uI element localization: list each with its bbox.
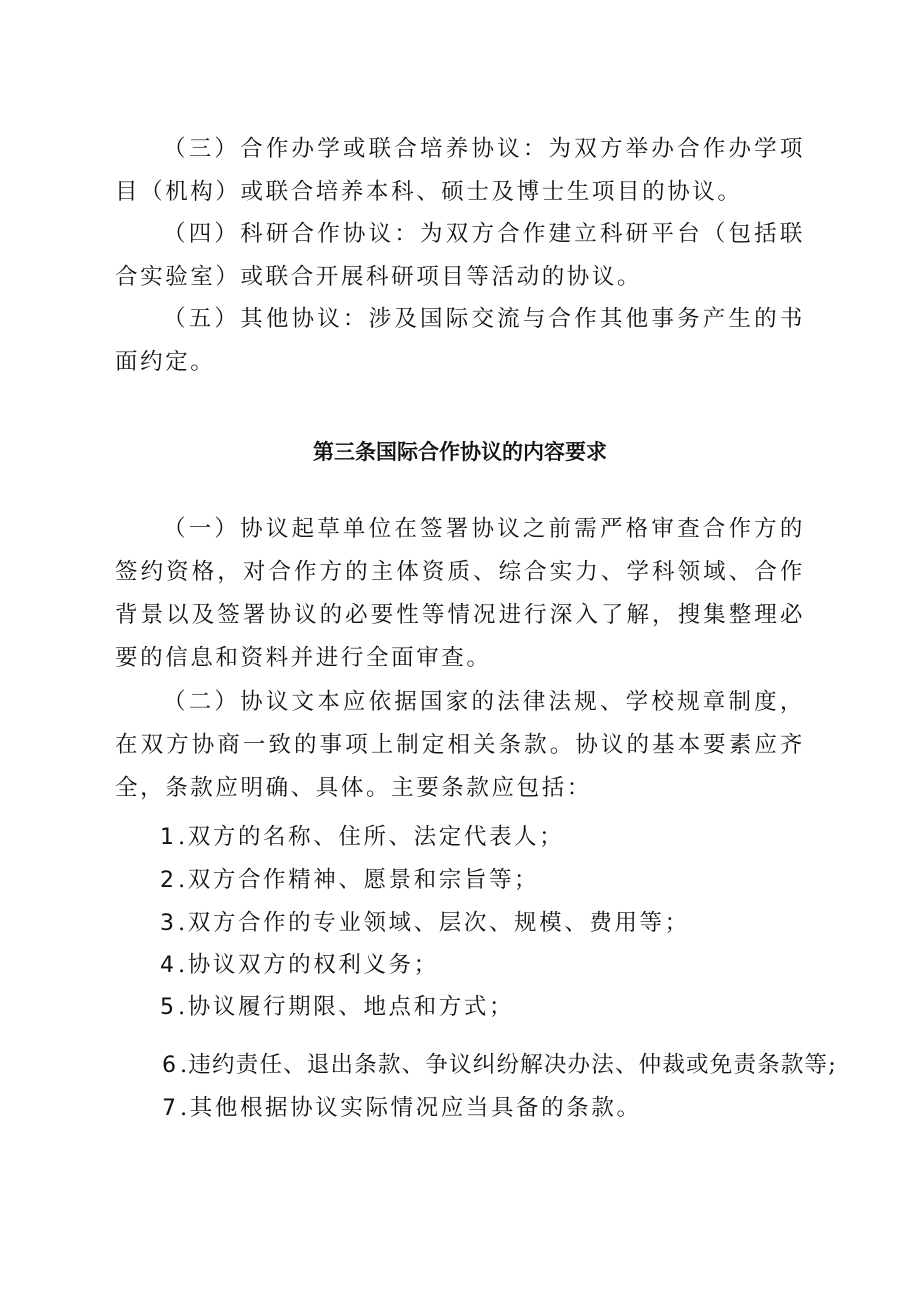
list-item [162,1050,837,1081]
list-item-text: .违约责任、退出条款、争议纠纷解决办法、仲裁或免责条款等; [180,1052,838,1078]
list-item-number: 1 [160,825,174,850]
list-item [160,950,439,981]
paragraph-other-agreements: （五）其他协议：涉及国际交流与合作其他事务产生的书面约定。 [115,306,805,375]
list-item [160,992,514,1023]
list-item-number: 6 [162,1053,176,1078]
paragraph-cooperative-education: （三）合作办学或联合培养协议：为双方举办合作办学项目（机构）或联合培养本科、硕士及博士生项目的协议。 [115,136,805,205]
list-item [160,865,539,896]
list-item [160,908,690,939]
paragraph-drafting-review: （一）协议起草单位在签署协议之前需严格审查合作方的签约资格，对合作方的主体资质、综合实力、学科领域、合作背景以及签署协议的必要性等情况进行深入了解，搜集整理必要的信息和资料并进行全面审查。 [115,516,805,671]
list-item [162,1093,642,1124]
list-item-text: .双方合作的专业领域、层次、规模、费用等； [178,910,690,936]
list-item-number: 4 [160,953,174,978]
list-item-text: .协议履行期限、地点和方式； [178,994,515,1020]
list-item [160,822,564,853]
list-item-text: .双方的名称、住所、法定代表人； [178,824,565,850]
section-heading: 第三条国际合作协议的内容要求 [313,440,607,464]
paragraph-text-requirements: （二）协议文本应依据国家的法律法规、学校规章制度，在双方协商一致的事项上制定相关条款。协议的基本要素应齐全，条款应明确、具体。主要条款应包括： [115,689,805,801]
paragraph-research-cooperation: （四）科研合作协议：为双方合作建立科研平台（包括联合实验室）或联合开展科研项目等活动的协议。 [115,221,805,290]
list-item-number: 3 [160,911,174,936]
list-item-text: .协议双方的权利义务； [178,952,439,978]
list-item-text: .其他根据协议实际情况应当具备的条款。 [180,1095,642,1121]
list-item-number: 5 [160,995,174,1020]
list-item-text: .双方合作精神、愿景和宗旨等； [178,867,540,893]
list-item-number: 7 [162,1096,176,1121]
list-item-number: 2 [160,868,174,893]
